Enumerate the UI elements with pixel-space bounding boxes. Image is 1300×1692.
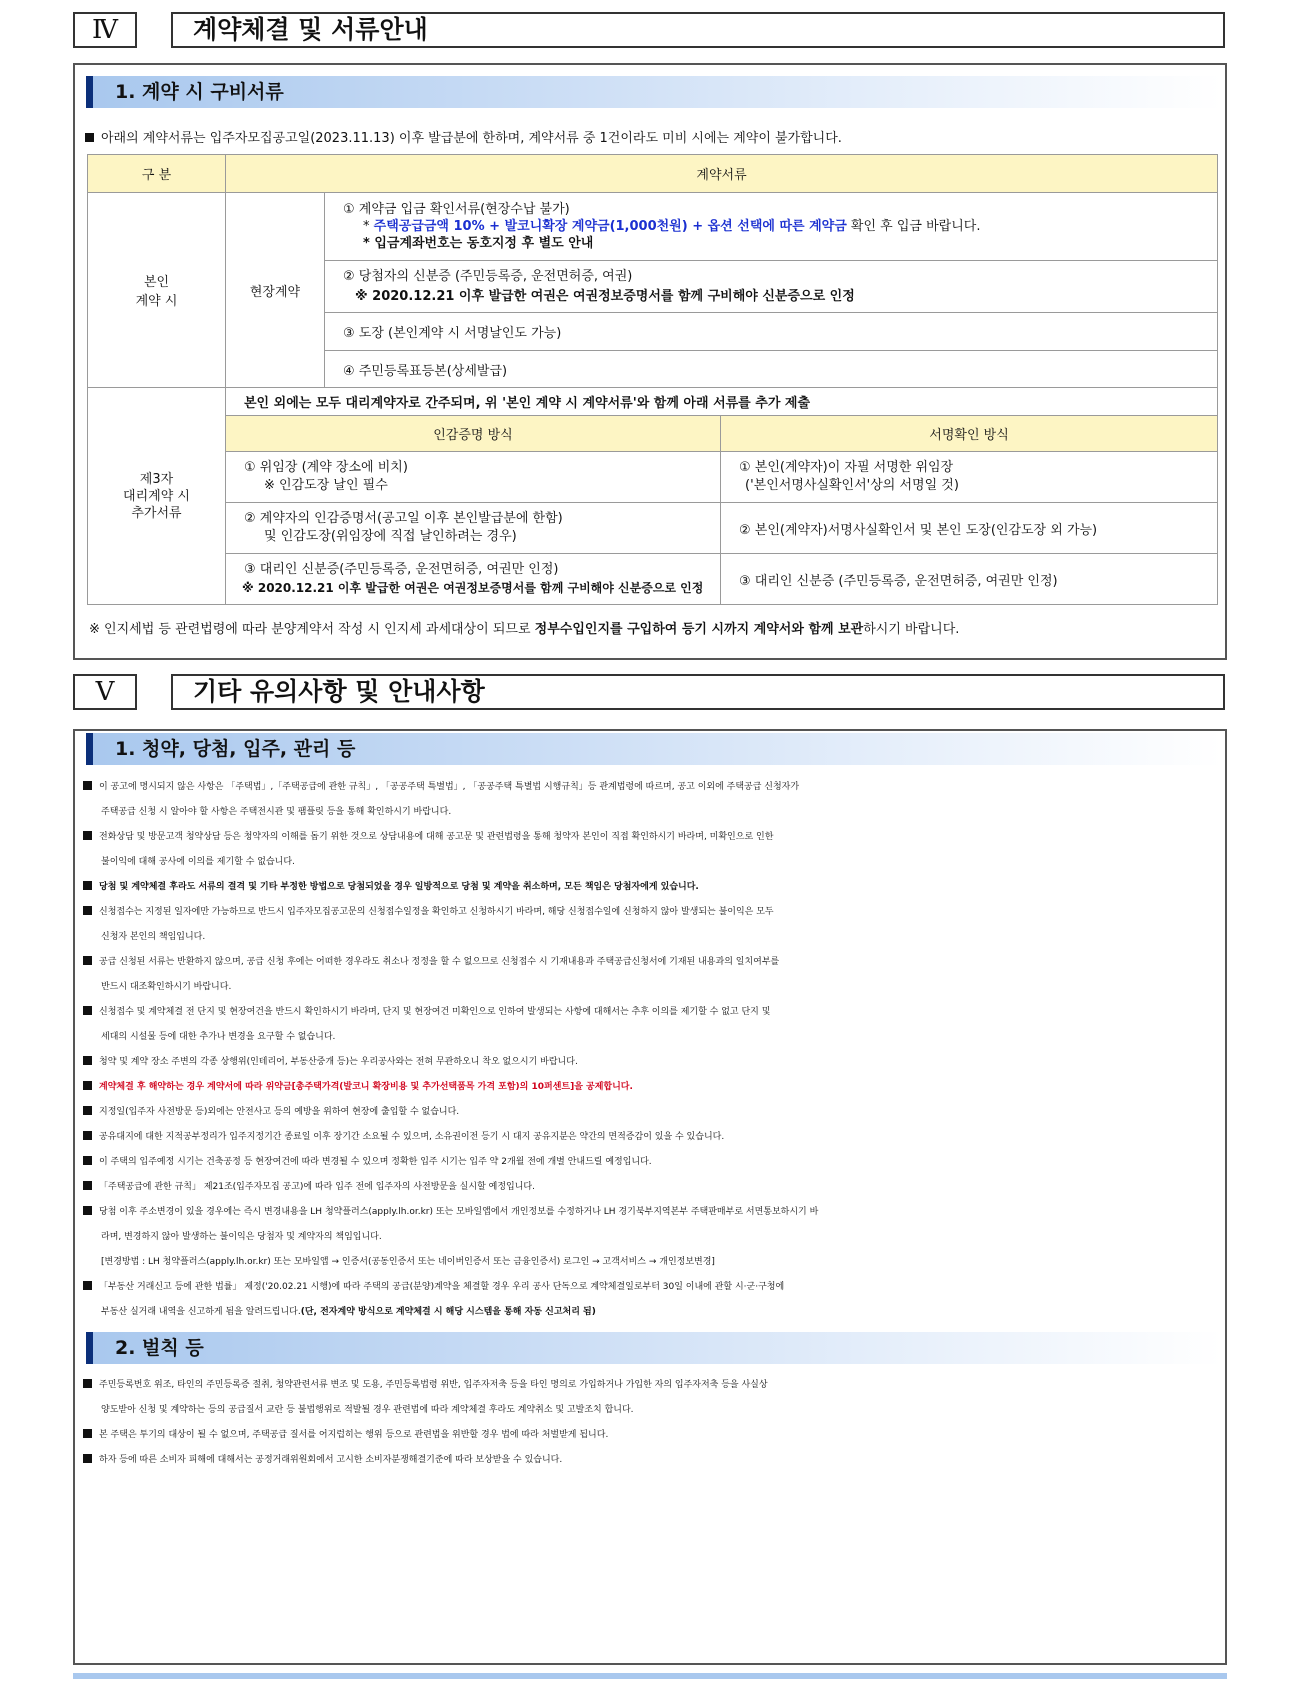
- table-header-category: 구 분: [88, 155, 226, 193]
- section-4-number: Ⅳ: [73, 12, 137, 48]
- seal-item-agent-id: ③ 대리인 신분증(주민등록증, 운전면허증, 여권만 인정) ※ 2020.12.21 이후 발급한 여권은 여권정보증명서를 함께 구비해야 신분증으로 인정: [226, 554, 721, 605]
- sign-item-proxy-letter: ① 본인(계약자)이 자필 서명한 위임장 ('본인서명사실확인서'상의 서명일 것): [721, 452, 1218, 503]
- list-item: 당첨 이후 주소변경이 있을 경우에는 즉시 변경내용을 LH 청약플러스(apply.lh.or.kr) 또는 모바일앱에서 개인정보를 수정하거나 LH 경기북부지역본부 주택판매부로 서면통보하시기 바: [83, 1200, 1223, 1225]
- list-item: 「주택공급에 관한 규칙」 제21조(입주자모집 공고)에 따라 입주 전에 입주자의 사전방문을 실시할 예정입니다.: [83, 1175, 1223, 1200]
- list-item: 신청접수는 지정된 일자에만 가능하므로 반드시 입주자모집공고문의 신청접수일정을 확인하고 신청하시기 바라며, 해당 신청접수일에 신청하지 않아 발생되는 불이익은 모두: [83, 900, 1223, 925]
- list-item: 공급 신청된 서류는 반환하지 않으며, 공급 신청 후에는 어떠한 경우라도 취소나 정정을 할 수 없으므로 신청접수 시 기재내용과 주택공급신청서에 기재된 내용과의 일치여부를: [83, 950, 1223, 975]
- seal-item-proxy-letter: ① 위임장 (계약 장소에 비치) ※ 인감도장 날인 필수: [226, 452, 721, 503]
- contract-intro-note: 아래의 계약서류는 입주자모집공고일(2023.11.13) 이후 발급분에 한하며, 계약서류 중 1건이라도 미비 시에는 계약이 불가합니다.: [85, 127, 842, 146]
- third-party-label: 제3자 대리계약 시 추가서류: [88, 388, 226, 605]
- subsection-penalties: 2. 벌칙 등: [86, 1332, 1222, 1364]
- onsite-contract-label: 현장계약: [226, 193, 325, 388]
- doc-item-resident-register: ④ 주민등록표등본(상세발급): [325, 351, 1218, 388]
- notice-list: 이 공고에 명시되지 않은 사항은 「주택법」,「주택공급에 관한 규칙」, 「공공주택 특별법」, 「공공주택 특별법 시행규칙」등 관계법령에 따르며, 공고 이외에 주택공급 신청자가 주택공급 신청 시 알아야 할 사항은 주택전시관 및 팸플릿 등을 통해 확인하시기 바랍니다. 전화상담 및 방문고객 청약상담 등은 청약자의 이해를 돕기 위한 것으로 상담내용에 대해 공고문 및 관련법령을 통해 청약자 본인이 직접 확인하시기 바라며, 미확인으로 인한 불이익에 대해 공사에 이의를 제기할 수 없습니다. 당첨 및 계약체결 후라도 서류의 결격 및 기타 부정한 방법으로 당첨되었을 경우 일방적으로 당첨 및 계약을 취소하며, 모든 책임은 당첨자에게 있습니다. 신청접수는 지정된 일자에만 가능하므로 반드시 입주자모집공고문의 신청접수일정을 확인하고 신청하시기 바라며, 해당 신청접수일에 신청하지 않아 발생되는 불이익은 모두 신청자 본인의 책임입니다. 공급 신청된 서류는 반환하지 않으며, 공급 신청 후에는 어떠한 경우라도 취소나 정정을 할 수 없으므로 신청접수 시 기재내용과 주택공급신청서에 기재된 내용과의 일치여부를 반드시 대조확인하시기 바랍니다. 신청접수 및 계약체결 전 단지 및 현장여건을 반드시 확인하시기 바라며, 단지 및 현장여건 미확인으로 인하여 발생되는 사항에 대해서는 추후 이의를 제기할 수 없고 단지 및 세대의 시설물 등에 대한 추가나 변경을 요구할 수 없습니다. 청약 및 계약 장소 주변의 각종 상행위(인테리어, 부동산중개 등)는 우리공사와는 전혀 무관하오니 착오 없으시기 바랍니다. 계약체결 후 해약하는 경우 계약서에 따라 위약금[총주택가격(발코니 확장비용 및 추가선택품목 가격 포함)의 10퍼센트]을 공제합니다. 지정일(입주자 사전방문 등)외에는 안전사고 등의 예방을 위하여 현장에 출입할 수 없습니다. 공유대지에 대한 지적공부정리가 입주지정기간 종료일 이후 장기간 소요될 수 있으며, 소유권이전 등기 시 대지 공유지분은 약간의 면적증감이 있을 수 있습니다. 이 주택의 입주예정 시기는 건축공정 등 현장여건에 따라 변경될 수 있으며 정확한 입주 시기는 입주 약 2개월 전에 개별 안내드릴 예정입니다. 「주택공급에 관한 규칙」 제21조(입주자모집 공고)에 따라 입주 전에 입주자의 사전방문을 실시할 예정입니다. 당첨 이후 주소변경이 있을 경우에는 즉시 변경내용을 LH 청약플러스(apply.lh.or.kr) 또는 모바일앱에서 개인정보를 수정하거나 LH 경기북부지역본부 주택판매부로 서면통보하시기 바 라며, 변경하지 않아 발생하는 불이익은 당첨자 및 계약자의 책임입니다. [변경방법 : LH 청약플러스(apply.lh.or.kr) 또는 모바일앱 → 인증서(공동인증서 또는 네이버인증서 또는 금융인증서) 로그인 → 고객서비스 → 개인정보변경] 「부동산 거래신고 등에 관한 법률」 제정('20.02.21 시행)에 따라 주택의 공급(분양)계약을 체결할 경우 우리 공사 단독으로 계약체결일로부터 30일 이내에 관할 시·군·구청에 부동산 실거래 내역을 신고하게 됨을 알려드립니다.(단, 전자계약 방식으로 계약체결 시 해당 시스템을 통해 자동 신고처리 됨): [83, 775, 1223, 1325]
- subsection-subscription: 1. 청약, 당첨, 입주, 관리 등: [86, 733, 1222, 765]
- header-signature-method: 서명확인 방식: [721, 416, 1218, 452]
- table-header-documents: 계약서류: [226, 155, 1218, 193]
- header-seal-method: 인감증명 방식: [226, 416, 721, 452]
- list-item: 청약 및 계약 장소 주변의 각종 상행위(인테리어, 부동산중개 등)는 우리공사와는 전혀 무관하오니 착오 없으시기 바랍니다.: [83, 1050, 1223, 1075]
- self-contract-label: 본인 계약 시: [88, 193, 226, 388]
- section-5-number: Ⅴ: [73, 674, 137, 710]
- list-item: 이 주택의 입주예정 시기는 건축공정 등 현장여건에 따라 변경될 수 있으며 정확한 입주 시기는 입주 약 2개월 전에 개별 안내드릴 예정입니다.: [83, 1150, 1223, 1175]
- seal-item-certificate: ② 계약자의 인감증명서(공고일 이후 본인발급분에 한함) 및 인감도장(위임장에 직접 날인하려는 경우): [226, 503, 721, 554]
- section-5-title: 기타 유의사항 및 안내사항: [171, 674, 1225, 710]
- doc-item-id-card: ② 당첨자의 신분증 (주민등록증, 운전면허증, 여권) ※ 2020.12.21 이후 발급한 여권은 여권정보증명서를 함께 구비해야 신분증으로 인정: [325, 261, 1218, 313]
- stamp-duty-note: ※ 인지세법 등 관련법령에 따라 분양계약서 작성 시 인지세 과세대상이 되므로 정부수입인지를 구입하여 등기 시까지 계약서와 함께 보관하시기 바랍니다.: [89, 622, 960, 637]
- list-item: 하자 등에 따른 소비자 피해에 대해서는 공정거래위원회에서 고시한 소비자분쟁해결기준에 따라 보상받을 수 있습니다.: [83, 1448, 1223, 1473]
- list-item: 공유대지에 대한 지적공부정리가 입주지정기간 종료일 이후 장기간 소요될 수 있으며, 소유권이전 등기 시 대지 공유지분은 약간의 면적증감이 있을 수 있습니다.: [83, 1125, 1223, 1150]
- list-item: 계약체결 후 해약하는 경우 계약서에 따라 위약금[총주택가격(발코니 확장비용 및 추가선택품목 가격 포함)의 10퍼센트]을 공제합니다.: [83, 1075, 1223, 1100]
- sign-item-agent-id: ③ 대리인 신분증 (주민등록증, 운전면허증, 여권만 인정): [721, 554, 1218, 605]
- contract-documents-table: [87, 154, 1218, 605]
- list-item: 당첨 및 계약체결 후라도 서류의 결격 및 기타 부정한 방법으로 당첨되었을 경우 일방적으로 당첨 및 계약을 취소하며, 모든 책임은 당첨자에게 있습니다.: [83, 875, 1223, 900]
- page-bottom-rule: [73, 1673, 1227, 1679]
- doc-item-seal: ③ 도장 (본인계약 시 서명날인도 가능): [325, 313, 1218, 351]
- section-5-header: [73, 674, 1229, 708]
- third-party-intro: 본인 외에는 모두 대리계약자로 간주되며, 위 '본인 계약 시 계약서류'와 함께 아래 서류를 추가 제출: [226, 388, 1218, 416]
- list-item: 전화상담 및 방문고객 청약상담 등은 청약자의 이해를 돕기 위한 것으로 상담내용에 대해 공고문 및 관련법령을 통해 청약자 본인이 직접 확인하시기 바라며, 미확인으로 인한: [83, 825, 1223, 850]
- section-4-title: 계약체결 및 서류안내: [171, 12, 1225, 48]
- penalty-list: 주민등록번호 위조, 타인의 주민등록증 절취, 청약관련서류 변조 및 도용, 주민등록법령 위반, 입주자저축 등을 타인 명의로 가입하거나 가입한 자의 입주자저축 등을 사실상 양도받아 신청 및 계약하는 등의 공급질서 교란 등 불법행위로 적발될 경우 관련법에 따라 계약체결 후라도 계약취소 및 고발조치 합니다. 본 주택은 투기의 대상이 될 수 없으며, 주택공급 질서를 어지럽히는 행위 등으로 관련법을 위반할 경우 법에 따라 처벌받게 됩니다. 하자 등에 따른 소비자 피해에 대해서는 공정거래위원회에서 고시한 소비자분쟁해결기준에 따라 보상받을 수 있습니다.: [83, 1373, 1223, 1473]
- doc-item-deposit: ① 계약금 입금 확인서류(현장수납 불가) * 주택공급금액 10% + 발코니확장 계약금(1,000천원) + 옵션 선택에 따른 계약금 확인 후 입금 바랍니다. * 입금계좌번호는 동호지정 후 별도 안내: [325, 193, 1218, 261]
- list-item: 이 공고에 명시되지 않은 사항은 「주택법」,「주택공급에 관한 규칙」, 「공공주택 특별법」, 「공공주택 특별법 시행규칙」등 관계법령에 따르며, 공고 이외에 주택공급 신청자가: [83, 775, 1223, 800]
- square-bullet-icon: [85, 133, 94, 142]
- list-item: 주민등록번호 위조, 타인의 주민등록증 절취, 청약관련서류 변조 및 도용, 주민등록법령 위반, 입주자저축 등을 타인 명의로 가입하거나 가입한 자의 입주자저축 등을 사실상: [83, 1373, 1223, 1398]
- section-4-box: [73, 63, 1227, 660]
- list-item: 지정일(입주자 사전방문 등)외에는 안전사고 등의 예방을 위하여 현장에 출입할 수 없습니다.: [83, 1100, 1223, 1125]
- subsection-contract-documents: 1. 계약 시 구비서류: [86, 76, 1222, 108]
- list-item: 본 주택은 투기의 대상이 될 수 없으며, 주택공급 질서를 어지럽히는 행위 등으로 관련법을 위반할 경우 법에 따라 처벌받게 됩니다.: [83, 1423, 1223, 1448]
- section-4-header: [73, 12, 1229, 46]
- list-item: 「부동산 거래신고 등에 관한 법률」 제정('20.02.21 시행)에 따라 주택의 공급(분양)계약을 체결할 경우 우리 공사 단독으로 계약체결일로부터 30일 이내에 관할 시·군·구청에: [83, 1275, 1223, 1300]
- list-item: 신청접수 및 계약체결 전 단지 및 현장여건을 반드시 확인하시기 바라며, 단지 및 현장여건 미확인으로 인하여 발생되는 사항에 대해서는 추후 이의를 제기할 수 없고 단지 및: [83, 1000, 1223, 1025]
- sign-item-certificate: ② 본인(계약자)서명사실확인서 및 본인 도장(인감도장 외 가능): [721, 503, 1218, 554]
